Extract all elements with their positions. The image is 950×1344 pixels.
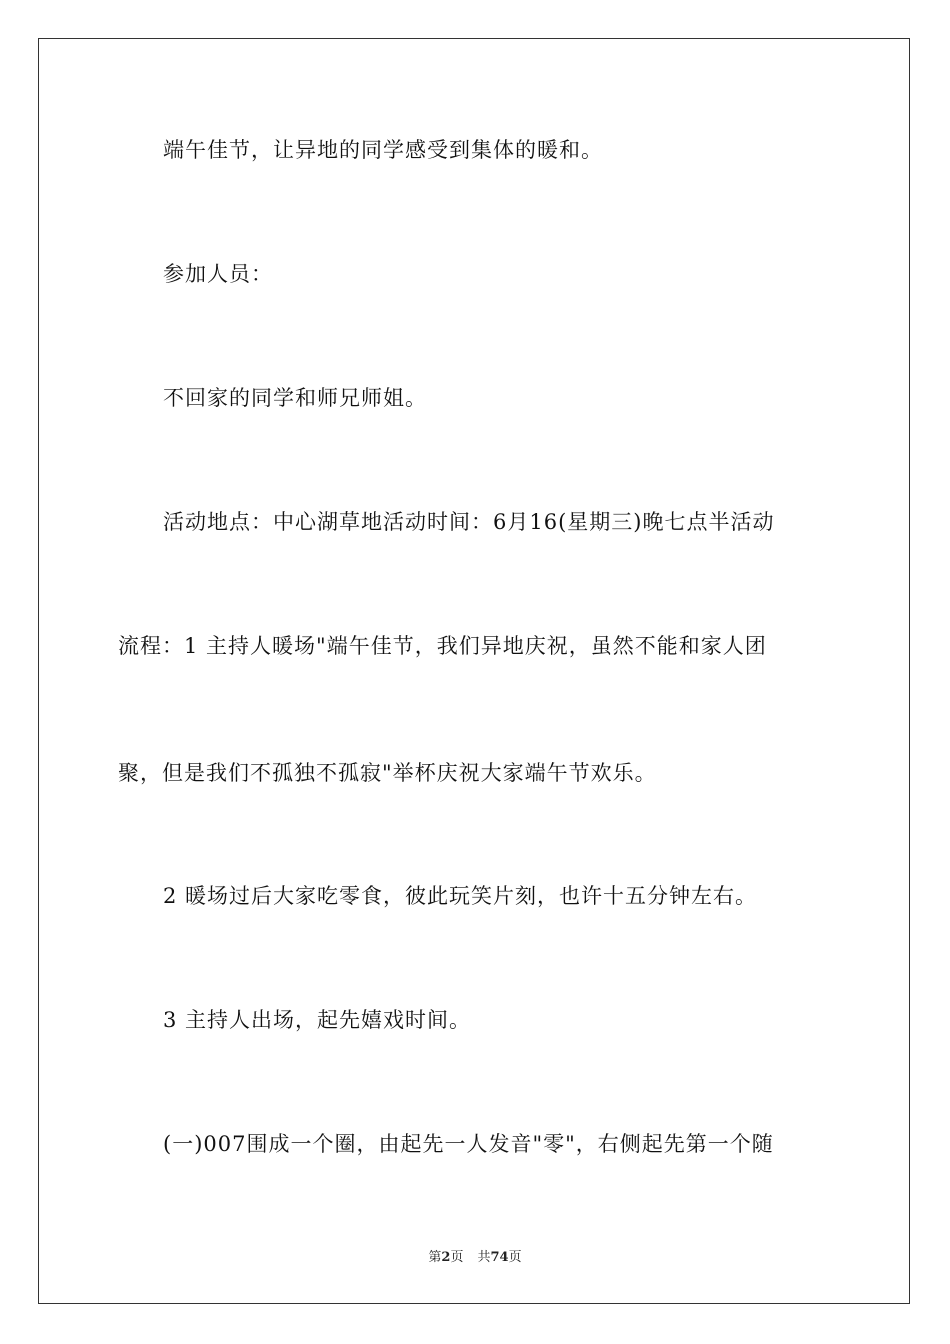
body-line-4: 活动地点：中心湖草地活动时间：6月16(星期三)晚七点半活动 — [163, 510, 775, 534]
page-border — [38, 38, 910, 1304]
body-line-9: (一)007围成一个圈，由起先一人发音"零"，右侧起先第一个随 — [163, 1132, 774, 1156]
footer-page-prefix: 第 — [428, 1250, 442, 1265]
page-footer — [0, 1246, 950, 1265]
footer-total-prefix: 共 — [477, 1250, 491, 1265]
body-line-8: 3 主持人出场，起先嬉戏时间。 — [163, 1008, 472, 1032]
body-line-7: 2 暖场过后大家吃零食，彼此玩笑片刻，也许十五分钟左右。 — [163, 884, 758, 908]
body-line-3: 不回家的同学和师兄师姐。 — [163, 386, 427, 410]
footer-total-suffix: 页 — [508, 1250, 522, 1265]
footer-total-pages: 74 — [490, 1250, 509, 1265]
body-line-1: 端午佳节，让异地的同学感受到集体的暖和。 — [163, 138, 603, 162]
footer-page-number: 2 — [441, 1250, 451, 1265]
body-line-2: 参加人员： — [163, 262, 273, 286]
footer-page-suffix: 页 — [450, 1250, 464, 1265]
body-line-5: 流程：1 主持人暖场"端午佳节，我们异地庆祝，虽然不能和家人团 — [118, 634, 767, 658]
body-line-6: 聚，但是我们不孤独不孤寂"举杯庆祝大家端午节欢乐。 — [118, 761, 657, 785]
